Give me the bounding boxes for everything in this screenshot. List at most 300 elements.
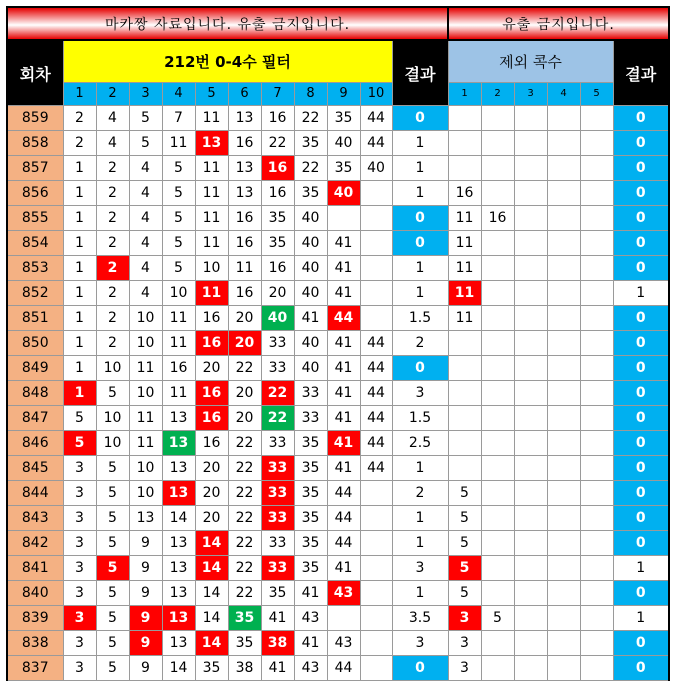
exclude-cell[interactable]: [448, 131, 481, 156]
exclude-cell[interactable]: 5: [481, 606, 514, 631]
number-cell[interactable]: 35: [294, 506, 327, 531]
round-cell[interactable]: 842: [7, 531, 63, 556]
exclude-cell[interactable]: [481, 281, 514, 306]
exclude-cell[interactable]: [580, 606, 613, 631]
exclude-cell[interactable]: [580, 106, 613, 131]
number-cell[interactable]: 16: [228, 206, 261, 231]
round-cell[interactable]: 859: [7, 106, 63, 131]
exclude-cell[interactable]: [481, 381, 514, 406]
exclude-cell[interactable]: [481, 231, 514, 256]
exclude-cell[interactable]: 11: [448, 206, 481, 231]
number-cell[interactable]: 16: [228, 231, 261, 256]
number-cell[interactable]: 5: [96, 456, 129, 481]
number-cell[interactable]: 44: [327, 531, 360, 556]
round-cell[interactable]: 843: [7, 506, 63, 531]
result2-cell[interactable]: 0: [613, 356, 669, 381]
number-cell[interactable]: 1: [63, 306, 96, 331]
number-cell[interactable]: 4: [129, 256, 162, 281]
exclude-cell[interactable]: 16: [448, 181, 481, 206]
number-cell[interactable]: 41: [261, 656, 294, 681]
number-cell[interactable]: 40: [294, 356, 327, 381]
number-cell[interactable]: 2: [96, 231, 129, 256]
number-cell[interactable]: 22: [294, 156, 327, 181]
number-cell[interactable]: 41: [294, 306, 327, 331]
result2-cell[interactable]: 1: [613, 606, 669, 631]
result-cell[interactable]: 1.5: [392, 306, 448, 331]
number-cell[interactable]: 40: [294, 206, 327, 231]
number-cell[interactable]: 44: [327, 506, 360, 531]
number-cell[interactable]: 35: [294, 181, 327, 206]
number-cell[interactable]: 35: [294, 531, 327, 556]
number-cell[interactable]: 5: [162, 206, 195, 231]
number-cell[interactable]: 44: [327, 481, 360, 506]
number-cell[interactable]: [360, 656, 392, 681]
exclude-cell[interactable]: [547, 381, 580, 406]
number-cell-red[interactable]: 16: [195, 381, 228, 406]
result-cell[interactable]: 2.5: [392, 431, 448, 456]
number-cell[interactable]: 10: [96, 356, 129, 381]
round-cell[interactable]: 844: [7, 481, 63, 506]
number-cell[interactable]: 22: [228, 481, 261, 506]
number-cell[interactable]: 4: [129, 156, 162, 181]
number-cell[interactable]: [360, 281, 392, 306]
number-cell[interactable]: 20: [228, 306, 261, 331]
number-cell-red[interactable]: 33: [261, 556, 294, 581]
exclude-cell[interactable]: [514, 481, 547, 506]
exclude-cell[interactable]: [547, 506, 580, 531]
exclude-cell[interactable]: 11: [448, 231, 481, 256]
number-cell[interactable]: 35: [261, 206, 294, 231]
exclude-cell[interactable]: [547, 656, 580, 681]
exclude-cell[interactable]: 5: [448, 481, 481, 506]
number-cell[interactable]: 11: [195, 181, 228, 206]
result-cell[interactable]: 1: [392, 281, 448, 306]
number-cell[interactable]: 35: [294, 556, 327, 581]
number-cell[interactable]: 9: [129, 556, 162, 581]
round-cell[interactable]: 856: [7, 181, 63, 206]
result2-cell[interactable]: 0: [613, 631, 669, 656]
result-cell[interactable]: 2: [392, 331, 448, 356]
exclude-cell[interactable]: 3: [448, 631, 481, 656]
exclude-cell[interactable]: [481, 481, 514, 506]
exclude-cell[interactable]: [481, 556, 514, 581]
number-cell[interactable]: 1: [63, 231, 96, 256]
number-cell[interactable]: 10: [129, 381, 162, 406]
exclude-cell[interactable]: [547, 356, 580, 381]
round-cell[interactable]: 837: [7, 656, 63, 681]
number-cell-red[interactable]: 41: [327, 431, 360, 456]
exclude-cell[interactable]: [580, 456, 613, 481]
number-cell[interactable]: 35: [294, 131, 327, 156]
number-cell[interactable]: 14: [195, 581, 228, 606]
exclude-cell[interactable]: [481, 256, 514, 281]
number-cell[interactable]: 2: [96, 306, 129, 331]
number-cell[interactable]: [360, 581, 392, 606]
result2-cell[interactable]: 0: [613, 481, 669, 506]
number-cell[interactable]: 40: [294, 281, 327, 306]
number-cell[interactable]: 11: [129, 406, 162, 431]
exclude-cell[interactable]: [514, 356, 547, 381]
exclude-cell[interactable]: [481, 456, 514, 481]
result2-cell[interactable]: 0: [613, 231, 669, 256]
number-cell[interactable]: 5: [96, 656, 129, 681]
number-cell-red[interactable]: 5: [96, 556, 129, 581]
result2-cell[interactable]: 0: [613, 406, 669, 431]
number-cell[interactable]: 4: [96, 106, 129, 131]
number-cell[interactable]: 41: [294, 631, 327, 656]
round-cell[interactable]: 845: [7, 456, 63, 481]
exclude-cell[interactable]: [580, 431, 613, 456]
exclude-cell[interactable]: [481, 406, 514, 431]
exclude-cell[interactable]: [481, 656, 514, 681]
exclude-cell[interactable]: [514, 181, 547, 206]
number-cell-red[interactable]: 44: [327, 306, 360, 331]
number-cell[interactable]: 5: [162, 256, 195, 281]
number-cell[interactable]: 4: [129, 181, 162, 206]
number-cell[interactable]: 5: [96, 531, 129, 556]
number-cell[interactable]: 5: [162, 231, 195, 256]
number-cell[interactable]: 44: [360, 381, 392, 406]
number-cell[interactable]: [360, 306, 392, 331]
number-cell[interactable]: 11: [195, 156, 228, 181]
number-cell-red[interactable]: 14: [195, 556, 228, 581]
number-cell[interactable]: 35: [195, 656, 228, 681]
number-cell[interactable]: 5: [129, 106, 162, 131]
number-cell[interactable]: 11: [162, 331, 195, 356]
result-cell[interactable]: 1: [392, 256, 448, 281]
exclude-cell[interactable]: [580, 406, 613, 431]
number-cell[interactable]: 35: [228, 631, 261, 656]
exclude-cell[interactable]: [481, 506, 514, 531]
number-cell[interactable]: 35: [327, 156, 360, 181]
number-cell[interactable]: 1: [63, 331, 96, 356]
exclude-cell[interactable]: [580, 131, 613, 156]
number-cell[interactable]: 20: [195, 506, 228, 531]
number-cell[interactable]: 16: [261, 106, 294, 131]
number-cell-red[interactable]: 33: [261, 456, 294, 481]
number-cell[interactable]: 22: [228, 531, 261, 556]
exclude-cell[interactable]: 5: [448, 556, 481, 581]
number-cell[interactable]: [360, 506, 392, 531]
number-cell[interactable]: 3: [63, 456, 96, 481]
number-cell[interactable]: 22: [261, 131, 294, 156]
exclude-cell[interactable]: [481, 631, 514, 656]
number-cell[interactable]: 16: [228, 281, 261, 306]
number-cell[interactable]: 33: [261, 356, 294, 381]
result-cell[interactable]: 0: [392, 656, 448, 681]
number-cell-red[interactable]: 38: [261, 631, 294, 656]
exclude-cell[interactable]: [547, 406, 580, 431]
number-cell[interactable]: 43: [294, 606, 327, 631]
number-cell[interactable]: 13: [228, 106, 261, 131]
result-cell[interactable]: 1.5: [392, 406, 448, 431]
number-cell[interactable]: 7: [162, 106, 195, 131]
number-cell[interactable]: 3: [63, 531, 96, 556]
number-cell[interactable]: 2: [96, 156, 129, 181]
number-cell-red[interactable]: 20: [228, 331, 261, 356]
result2-cell[interactable]: 0: [613, 656, 669, 681]
exclude-cell[interactable]: [448, 331, 481, 356]
number-cell[interactable]: 2: [96, 281, 129, 306]
result2-cell[interactable]: 0: [613, 581, 669, 606]
number-cell[interactable]: [360, 631, 392, 656]
number-cell[interactable]: 22: [228, 581, 261, 606]
round-cell[interactable]: 854: [7, 231, 63, 256]
exclude-cell[interactable]: [448, 356, 481, 381]
result-cell[interactable]: 2: [392, 481, 448, 506]
result-cell[interactable]: 3: [392, 631, 448, 656]
number-cell[interactable]: 2: [96, 206, 129, 231]
exclude-cell[interactable]: [580, 481, 613, 506]
number-cell[interactable]: 2: [63, 106, 96, 131]
exclude-cell[interactable]: [514, 631, 547, 656]
number-cell[interactable]: 3: [63, 506, 96, 531]
exclude-cell[interactable]: [514, 556, 547, 581]
result-cell[interactable]: 0: [392, 356, 448, 381]
number-cell[interactable]: 5: [63, 406, 96, 431]
round-cell[interactable]: 858: [7, 131, 63, 156]
number-cell[interactable]: 44: [360, 431, 392, 456]
number-cell[interactable]: 41: [327, 231, 360, 256]
result2-cell[interactable]: 0: [613, 381, 669, 406]
number-cell-red[interactable]: 33: [261, 506, 294, 531]
number-cell[interactable]: 4: [129, 231, 162, 256]
result-cell[interactable]: 3: [392, 556, 448, 581]
exclude-cell[interactable]: [481, 131, 514, 156]
result-cell[interactable]: 1: [392, 156, 448, 181]
number-cell[interactable]: 5: [96, 581, 129, 606]
number-cell[interactable]: 14: [162, 656, 195, 681]
number-cell[interactable]: 41: [327, 331, 360, 356]
number-cell-green[interactable]: 40: [261, 306, 294, 331]
result2-cell[interactable]: 0: [613, 206, 669, 231]
number-cell[interactable]: 16: [228, 131, 261, 156]
result-cell[interactable]: 1: [392, 456, 448, 481]
number-cell[interactable]: 3: [63, 556, 96, 581]
number-cell[interactable]: 44: [360, 356, 392, 381]
exclude-cell[interactable]: [580, 231, 613, 256]
number-cell[interactable]: 41: [327, 406, 360, 431]
exclude-cell[interactable]: [448, 381, 481, 406]
result2-cell[interactable]: 0: [613, 131, 669, 156]
exclude-cell[interactable]: 5: [448, 531, 481, 556]
number-cell[interactable]: [360, 181, 392, 206]
exclude-cell[interactable]: [547, 256, 580, 281]
number-cell[interactable]: 33: [261, 431, 294, 456]
number-cell[interactable]: 22: [228, 456, 261, 481]
number-cell-red[interactable]: 40: [327, 181, 360, 206]
number-cell[interactable]: 5: [162, 156, 195, 181]
number-cell[interactable]: 10: [129, 481, 162, 506]
number-cell[interactable]: 10: [96, 406, 129, 431]
exclude-cell[interactable]: [547, 106, 580, 131]
number-cell[interactable]: 40: [294, 331, 327, 356]
number-cell[interactable]: 14: [162, 506, 195, 531]
number-cell[interactable]: 11: [195, 231, 228, 256]
exclude-cell[interactable]: [580, 356, 613, 381]
exclude-cell[interactable]: [514, 306, 547, 331]
exclude-cell[interactable]: [547, 206, 580, 231]
number-cell[interactable]: 4: [129, 206, 162, 231]
result2-cell[interactable]: 1: [613, 281, 669, 306]
number-cell[interactable]: 22: [294, 106, 327, 131]
number-cell[interactable]: 5: [96, 381, 129, 406]
number-cell-red[interactable]: 14: [195, 531, 228, 556]
number-cell[interactable]: [327, 606, 360, 631]
number-cell[interactable]: 10: [129, 306, 162, 331]
number-cell[interactable]: 13: [162, 531, 195, 556]
round-cell[interactable]: 850: [7, 331, 63, 356]
result-cell[interactable]: 1: [392, 531, 448, 556]
exclude-cell[interactable]: [580, 506, 613, 531]
round-cell[interactable]: 855: [7, 206, 63, 231]
exclude-cell[interactable]: [448, 406, 481, 431]
number-cell[interactable]: 13: [162, 581, 195, 606]
number-cell[interactable]: 20: [228, 381, 261, 406]
number-cell[interactable]: 5: [96, 481, 129, 506]
exclude-cell[interactable]: [514, 256, 547, 281]
number-cell[interactable]: 16: [162, 356, 195, 381]
round-cell[interactable]: 847: [7, 406, 63, 431]
number-cell[interactable]: 13: [162, 556, 195, 581]
number-cell[interactable]: 11: [162, 131, 195, 156]
number-cell[interactable]: 13: [162, 631, 195, 656]
number-cell[interactable]: 33: [294, 381, 327, 406]
number-cell[interactable]: 1: [63, 281, 96, 306]
result-cell[interactable]: 3.5: [392, 606, 448, 631]
number-cell[interactable]: 4: [96, 131, 129, 156]
exclude-cell[interactable]: [580, 206, 613, 231]
exclude-cell[interactable]: [514, 281, 547, 306]
exclude-cell[interactable]: [580, 256, 613, 281]
exclude-cell[interactable]: [580, 581, 613, 606]
exclude-cell[interactable]: [547, 556, 580, 581]
number-cell[interactable]: 5: [96, 631, 129, 656]
number-cell[interactable]: 41: [327, 556, 360, 581]
number-cell[interactable]: 40: [294, 256, 327, 281]
exclude-cell[interactable]: [547, 456, 580, 481]
number-cell[interactable]: 16: [195, 306, 228, 331]
exclude-cell[interactable]: [580, 556, 613, 581]
exclude-cell[interactable]: [481, 431, 514, 456]
number-cell[interactable]: 13: [228, 181, 261, 206]
exclude-cell[interactable]: [514, 581, 547, 606]
round-cell[interactable]: 851: [7, 306, 63, 331]
exclude-cell[interactable]: 11: [448, 306, 481, 331]
number-cell[interactable]: 9: [129, 531, 162, 556]
number-cell-red[interactable]: 16: [195, 406, 228, 431]
exclude-cell[interactable]: [547, 631, 580, 656]
exclude-cell[interactable]: [481, 156, 514, 181]
result2-cell[interactable]: 0: [613, 531, 669, 556]
exclude-cell[interactable]: [514, 506, 547, 531]
result2-cell[interactable]: 0: [613, 181, 669, 206]
exclude-cell[interactable]: [547, 131, 580, 156]
number-cell[interactable]: 5: [96, 606, 129, 631]
result-cell[interactable]: 1: [392, 131, 448, 156]
number-cell-red[interactable]: 14: [195, 631, 228, 656]
number-cell[interactable]: 40: [294, 231, 327, 256]
number-cell[interactable]: 13: [162, 406, 195, 431]
number-cell[interactable]: [360, 531, 392, 556]
round-cell[interactable]: 841: [7, 556, 63, 581]
exclude-cell[interactable]: [481, 306, 514, 331]
exclude-cell[interactable]: [481, 331, 514, 356]
number-cell[interactable]: 43: [327, 631, 360, 656]
number-cell[interactable]: 38: [228, 656, 261, 681]
round-cell[interactable]: 852: [7, 281, 63, 306]
number-cell[interactable]: 20: [195, 356, 228, 381]
result2-cell[interactable]: 0: [613, 256, 669, 281]
exclude-cell[interactable]: [514, 106, 547, 131]
result-cell[interactable]: 1: [392, 506, 448, 531]
number-cell[interactable]: 44: [360, 131, 392, 156]
exclude-cell[interactable]: [481, 106, 514, 131]
number-cell[interactable]: 33: [294, 406, 327, 431]
number-cell[interactable]: [327, 206, 360, 231]
number-cell-red[interactable]: 9: [129, 631, 162, 656]
exclude-cell[interactable]: [514, 131, 547, 156]
number-cell-red[interactable]: 13: [162, 481, 195, 506]
number-cell[interactable]: 41: [327, 456, 360, 481]
number-cell[interactable]: 11: [129, 356, 162, 381]
number-cell[interactable]: 10: [195, 256, 228, 281]
exclude-cell[interactable]: [448, 431, 481, 456]
exclude-cell[interactable]: [580, 631, 613, 656]
number-cell[interactable]: 5: [162, 181, 195, 206]
exclude-cell[interactable]: 11: [448, 256, 481, 281]
number-cell[interactable]: [360, 231, 392, 256]
result2-cell[interactable]: 0: [613, 331, 669, 356]
result2-cell[interactable]: 0: [613, 506, 669, 531]
exclude-cell[interactable]: [547, 156, 580, 181]
number-cell[interactable]: 35: [294, 481, 327, 506]
exclude-cell[interactable]: [580, 156, 613, 181]
number-cell[interactable]: 44: [360, 331, 392, 356]
exclude-cell[interactable]: [547, 481, 580, 506]
number-cell[interactable]: 9: [129, 656, 162, 681]
number-cell[interactable]: 41: [261, 606, 294, 631]
round-cell[interactable]: 849: [7, 356, 63, 381]
number-cell-red[interactable]: 11: [195, 281, 228, 306]
number-cell[interactable]: 33: [261, 331, 294, 356]
number-cell[interactable]: 5: [96, 506, 129, 531]
number-cell-green[interactable]: 35: [228, 606, 261, 631]
number-cell[interactable]: [360, 606, 392, 631]
result2-cell[interactable]: 0: [613, 431, 669, 456]
round-cell[interactable]: 846: [7, 431, 63, 456]
exclude-cell[interactable]: [448, 456, 481, 481]
exclude-cell[interactable]: [547, 281, 580, 306]
result2-cell[interactable]: 0: [613, 106, 669, 131]
number-cell[interactable]: 41: [327, 281, 360, 306]
number-cell[interactable]: 44: [360, 106, 392, 131]
exclude-cell[interactable]: [547, 306, 580, 331]
number-cell[interactable]: 1: [63, 206, 96, 231]
number-cell[interactable]: 1: [63, 156, 96, 181]
exclude-cell[interactable]: [580, 331, 613, 356]
number-cell-red[interactable]: 33: [261, 481, 294, 506]
number-cell[interactable]: 41: [294, 581, 327, 606]
exclude-cell[interactable]: [448, 106, 481, 131]
exclude-cell[interactable]: [580, 381, 613, 406]
number-cell[interactable]: 33: [261, 531, 294, 556]
exclude-cell[interactable]: [514, 656, 547, 681]
number-cell[interactable]: 3: [63, 581, 96, 606]
exclude-cell[interactable]: [580, 656, 613, 681]
exclude-cell[interactable]: [514, 331, 547, 356]
number-cell[interactable]: [360, 206, 392, 231]
